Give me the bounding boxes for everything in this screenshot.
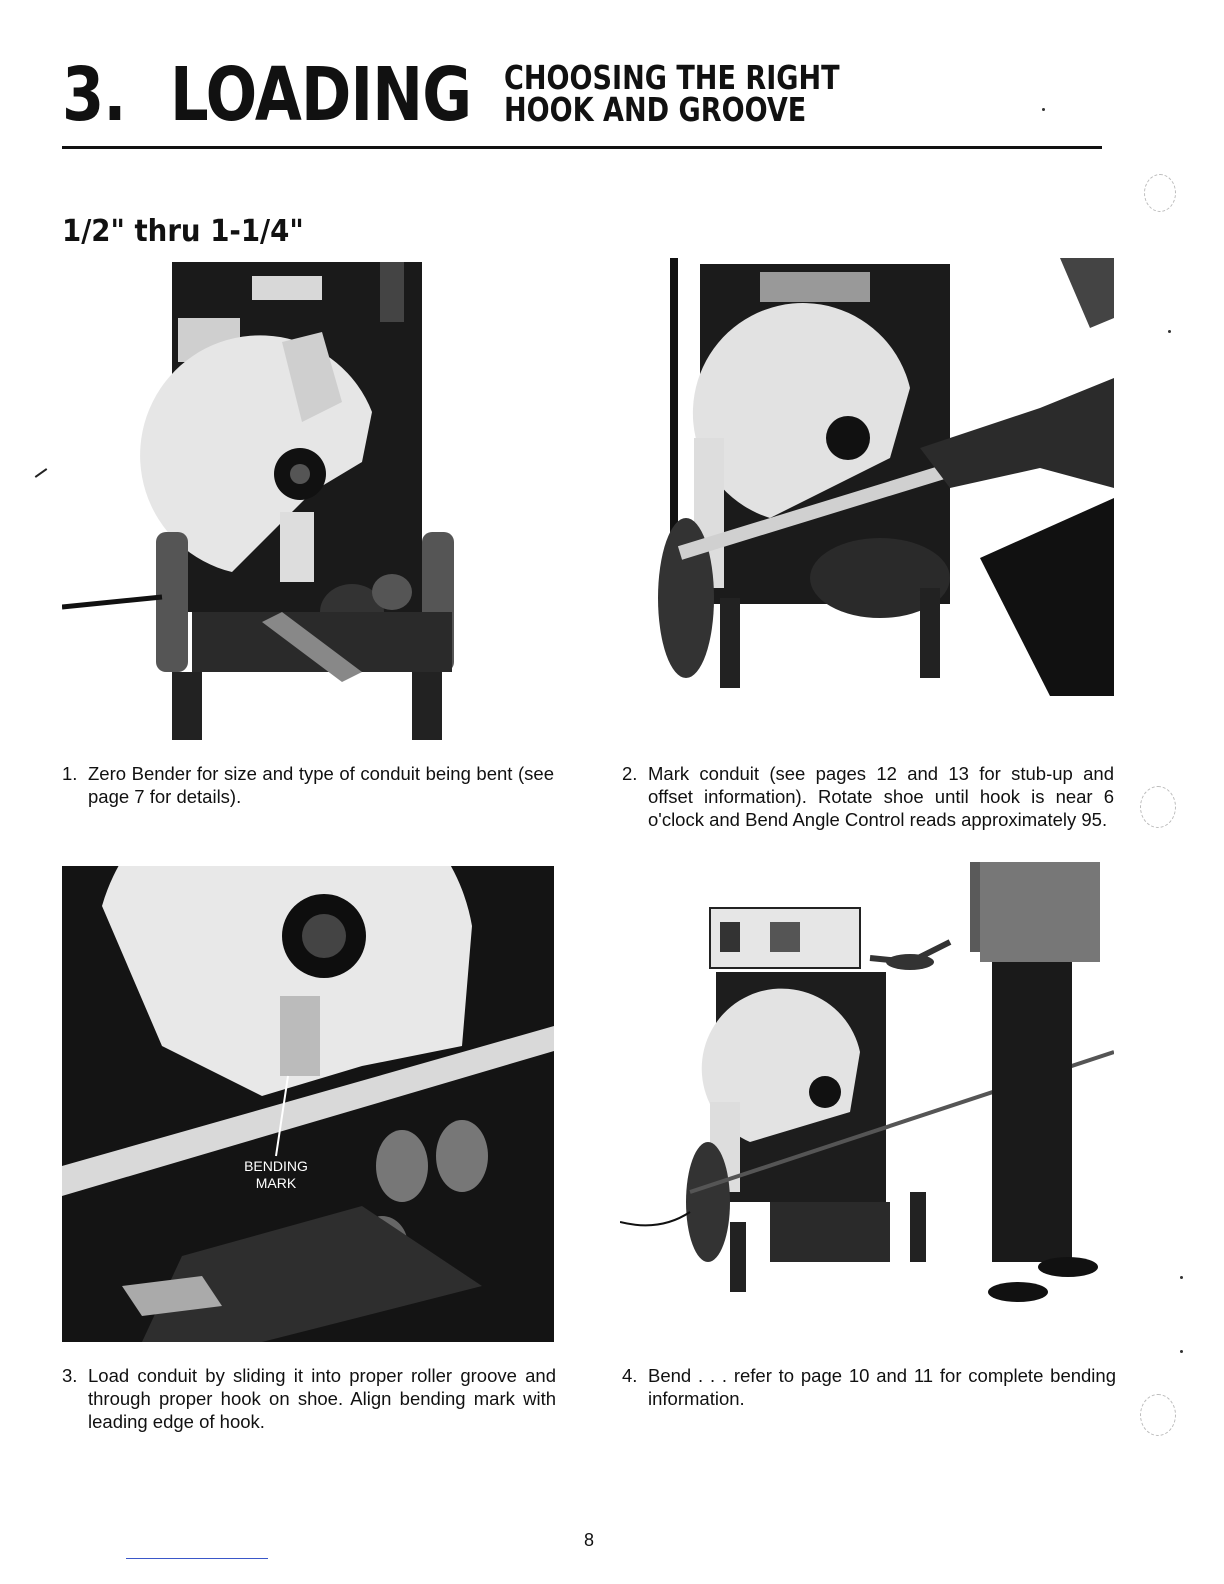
step-1-caption <box>62 762 554 808</box>
size-range-heading: 1/2" thru 1-1/4" <box>62 214 304 249</box>
photo-operator-bending <box>620 862 1114 1308</box>
step-text: Zero Bender for size and type of conduit being bent (see page 7 for details). <box>88 763 554 807</box>
scan-speck <box>1168 330 1171 333</box>
photo-bender-front <box>62 262 524 740</box>
punch-hole-mark <box>1144 174 1176 212</box>
step-text: Bend . . . refer to page 10 and 11 for complete bending information. <box>648 1365 1116 1409</box>
step-number: 1. <box>62 763 78 784</box>
step-number: 3. <box>62 1365 78 1386</box>
bending-mark-label-line-2: MARK <box>255 1175 297 1191</box>
section-subtitle <box>504 58 840 129</box>
scan-speck <box>1180 1276 1183 1279</box>
bending-mark-label-line-1: BENDING <box>244 1158 308 1174</box>
step-number: 2. <box>622 763 638 784</box>
step-3-caption <box>62 1364 556 1433</box>
subtitle-line-1: CHOOSING THE RIGHT <box>504 58 840 97</box>
photo-loading-conduit <box>62 866 554 1342</box>
scan-mark <box>35 468 48 478</box>
step-number: 4. <box>622 1365 638 1386</box>
section-title: LOADING <box>170 52 472 138</box>
step-text: Load conduit by sliding it into proper roller groove and through proper hook on shoe. Align bending mark with leading edge of hook. <box>88 1365 556 1432</box>
step-4-caption <box>622 1364 1116 1410</box>
photo-rotating-shoe <box>620 258 1114 696</box>
scan-speck <box>1042 108 1045 111</box>
step-text: Mark conduit (see pages 12 and 13 for stub-up and offset information). Rotate shoe until hook is near 6 o'clock and Bend Angle Control reads approximately 95. <box>648 763 1114 830</box>
scan-speck <box>1180 1350 1183 1353</box>
subtitle-line-2: HOOK AND GROOVE <box>504 90 807 129</box>
page-number: 8 <box>584 1530 595 1550</box>
punch-hole-mark <box>1140 786 1176 828</box>
section-number: 3. <box>62 52 126 138</box>
header-rule <box>62 146 1102 149</box>
page-header <box>62 52 1102 150</box>
step-2-caption <box>622 762 1114 831</box>
punch-hole-mark <box>1140 1394 1176 1436</box>
bending-mark-label <box>234 1158 318 1192</box>
footer-line <box>126 1558 268 1559</box>
